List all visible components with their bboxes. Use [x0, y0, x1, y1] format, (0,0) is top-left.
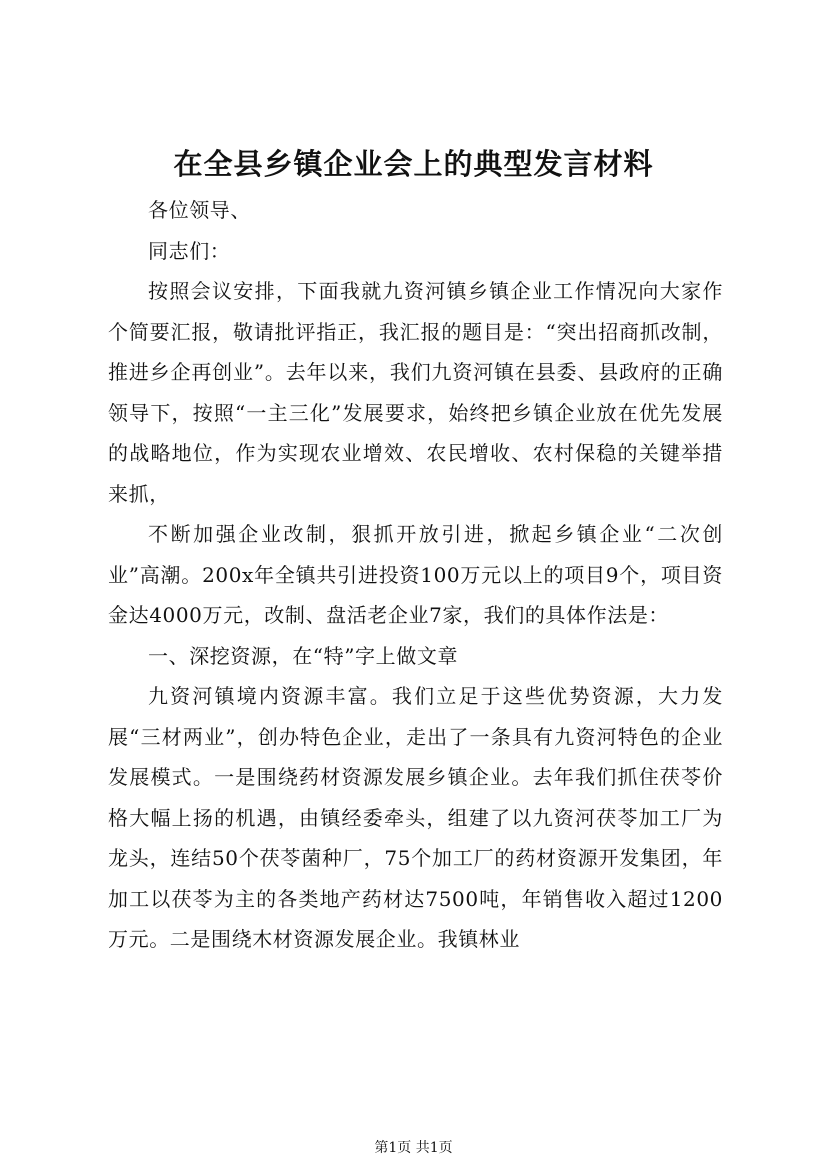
document-title: 在全县乡镇企业会上的典型发言材料: [173, 147, 654, 181]
salutation-leaders: 各位领导、: [148, 198, 251, 222]
document-body: [108, 190, 723, 960]
paragraph-intro: 按照会议安排，下面我就九资河镇乡镇企业工作情况向大家作个简要汇报，敬请批评指正，我汇报的题目是：“突出招商抓改制，推进乡企再创业”。去年以来，我们九资河镇在县委、县政府的正确领导下，按照“一主三化”发展要求，始终把乡镇企业放在优先发展的战略地位，作为实现农业增效、农民增收、农村保稳的关键举措来抓，: [108, 279, 723, 506]
section-heading-1: 一、深挖资源，在“特”字上做文章: [148, 643, 459, 668]
salutation-comrades: 同志们：: [148, 238, 231, 263]
paragraph-resources: 九资河镇境内资源丰富。我们立足于这些优势资源，大力发展“三材两业”，创办特色企业，走出了一条具有九资河特色的企业发展模式。一是围绕药材资源发展乡镇企业。去年我们抓住茯苓价格大幅上扬的机遇，由镇经委牵头，组建了以九资河茯苓加工厂为龙头，连结50个茯苓菌种厂，75个加工厂的药材资源开发集团，年加工以茯苓为主的各类地产药材达7500吨，年销售收入超过1200万元。二是围绕木材资源发展企业。我镇林业: [108, 684, 723, 951]
paragraph-summary: 不断加强企业改制，狠抓开放引进，掀起乡镇企业“二次创业”高潮。200x年全镇共引进投资100万元以上的项目9个，项目资金达4000万元，改制、盘活老企业7家，我们的具体作法是：: [108, 522, 723, 627]
page-footer: 第1页 共1页: [374, 1140, 453, 1156]
